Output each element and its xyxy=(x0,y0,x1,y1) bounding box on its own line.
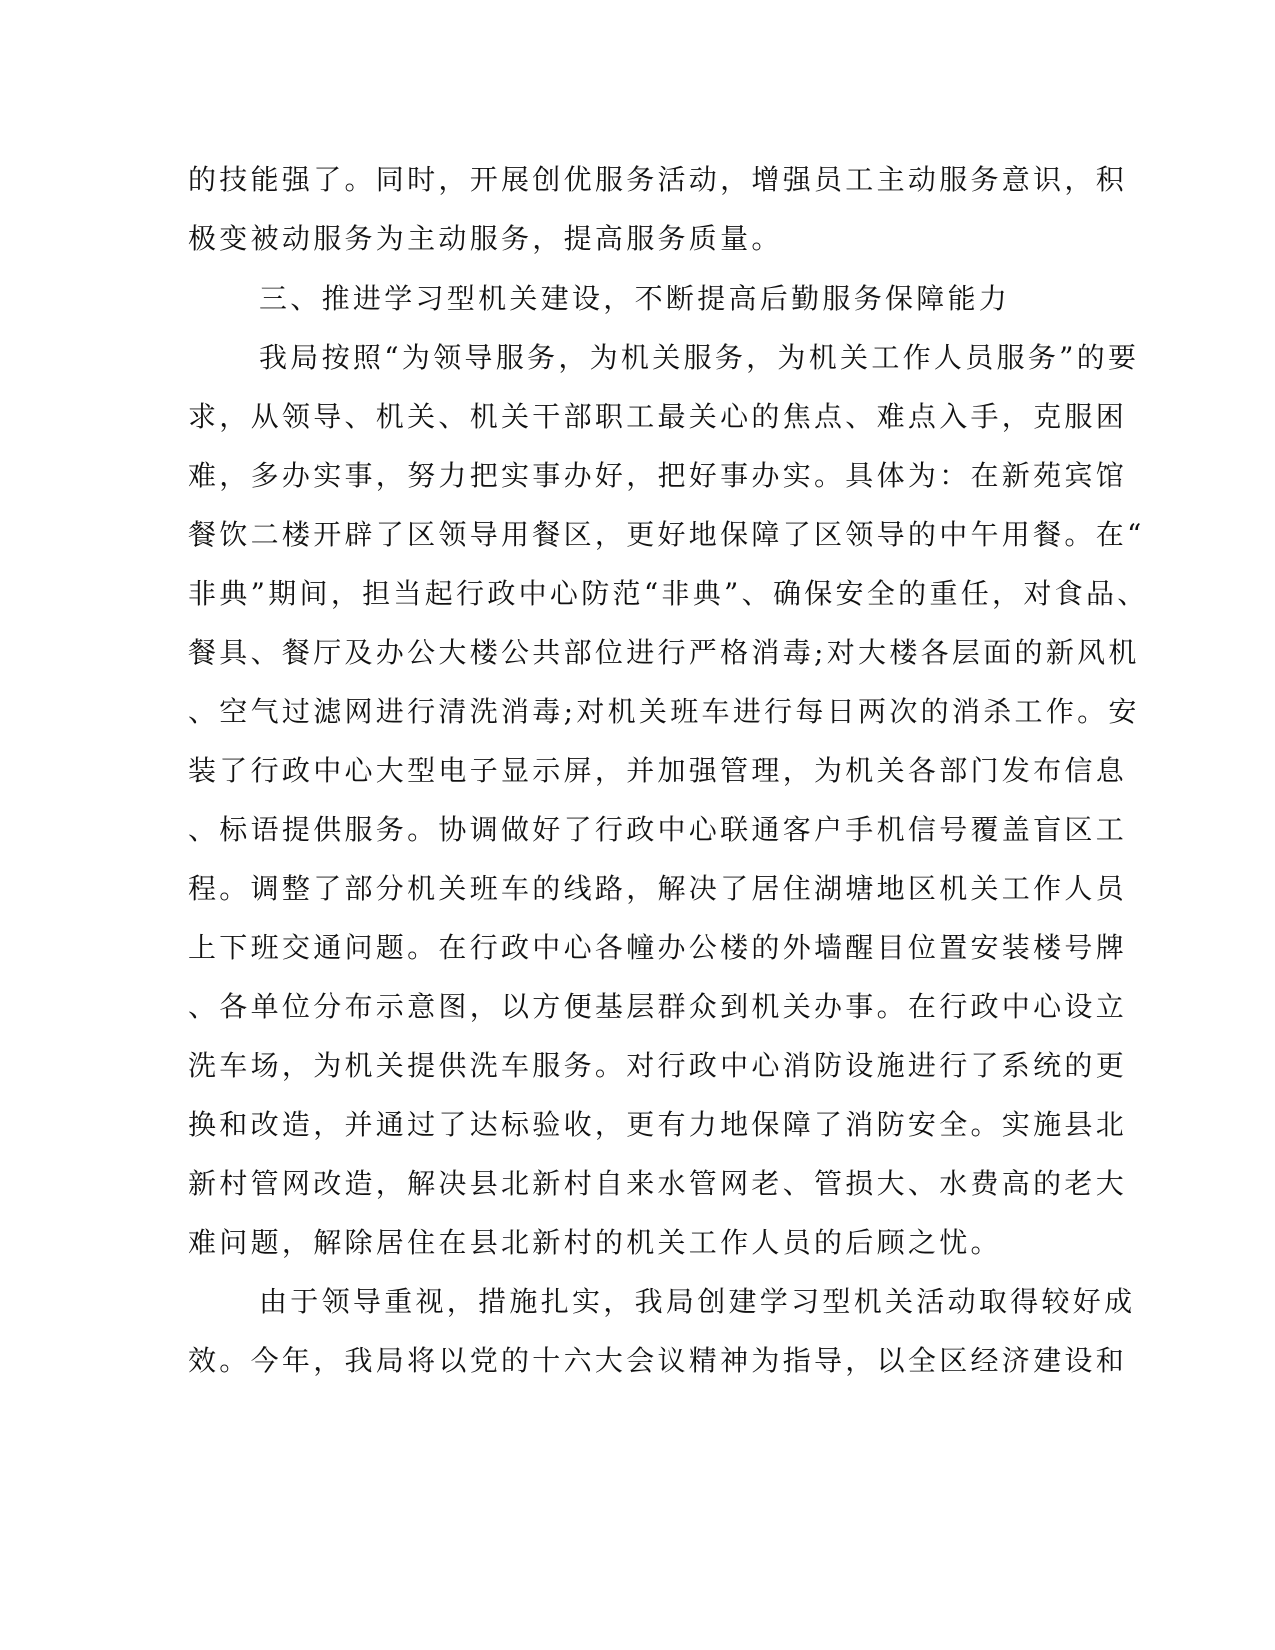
text-line: 我局按照“为领导服务，为机关服务，为机关工作人员服务”的要 xyxy=(259,341,1140,374)
section-heading: 三、推进学习型机关建设，不断提高后勤服务保障能力 xyxy=(259,282,1011,315)
text-line: 程。调整了部分机关班车的线路，解决了居住湖塘地区机关工作人员 xyxy=(188,872,1128,905)
text-line: 换和改造，并通过了达标验收，更有力地保障了消防安全。实施县北 xyxy=(188,1108,1128,1141)
text-line: 上下班交通问题。在行政中心各幢办公楼的外墙醒目位置安装楼号牌 xyxy=(188,931,1128,964)
text-line: 由于领导重视，措施扎实，我局创建学习型机关活动取得较好成 xyxy=(259,1285,1136,1318)
text-line: 餐具、餐厅及办公大楼公共部位进行严格消毒;对大楼各层面的新风机 xyxy=(188,636,1140,669)
text-line: 新村管网改造，解决县北新村自来水管网老、管损大、水费高的老大 xyxy=(188,1167,1128,1200)
text-line: 餐饮二楼开辟了区领导用餐区，更好地保障了区领导的中午用餐。在“ xyxy=(188,518,1145,551)
text-line: 求，从领导、机关、机关干部职工最关心的焦点、难点入手，克服困 xyxy=(188,400,1128,433)
text-line: 极变被动服务为主动服务，提高服务质量。 xyxy=(188,222,783,255)
text-line: 、各单位分布示意图，以方便基层群众到机关办事。在行政中心设立 xyxy=(188,990,1128,1023)
text-line: 难问题，解除居住在县北新村的机关工作人员的后顾之忧。 xyxy=(188,1226,1002,1259)
text-line: 的技能强了。同时，开展创优服务活动，增强员工主动服务意识，积 xyxy=(188,163,1128,196)
text-line: 、空气过滤网进行清洗消毒;对机关班车进行每日两次的消杀工作。安 xyxy=(188,695,1140,728)
text-line: 、标语提供服务。协调做好了行政中心联通客户手机信号覆盖盲区工 xyxy=(188,813,1128,846)
text-line: 非典”期间，担当起行政中心防范“非典”、确保安全的重任，对食品、 xyxy=(188,577,1149,610)
text-line: 洗车场，为机关提供洗车服务。对行政中心消防设施进行了系统的更 xyxy=(188,1049,1128,1082)
text-line: 难，多办实事，努力把实事办好，把好事办实。具体为：在新苑宾馆 xyxy=(188,459,1128,492)
text-line: 效。今年，我局将以党的十六大会议精神为指导，以全区经济建设和 xyxy=(188,1344,1128,1377)
text-line: 装了行政中心大型电子显示屏，并加强管理，为机关各部门发布信息 xyxy=(188,754,1128,787)
